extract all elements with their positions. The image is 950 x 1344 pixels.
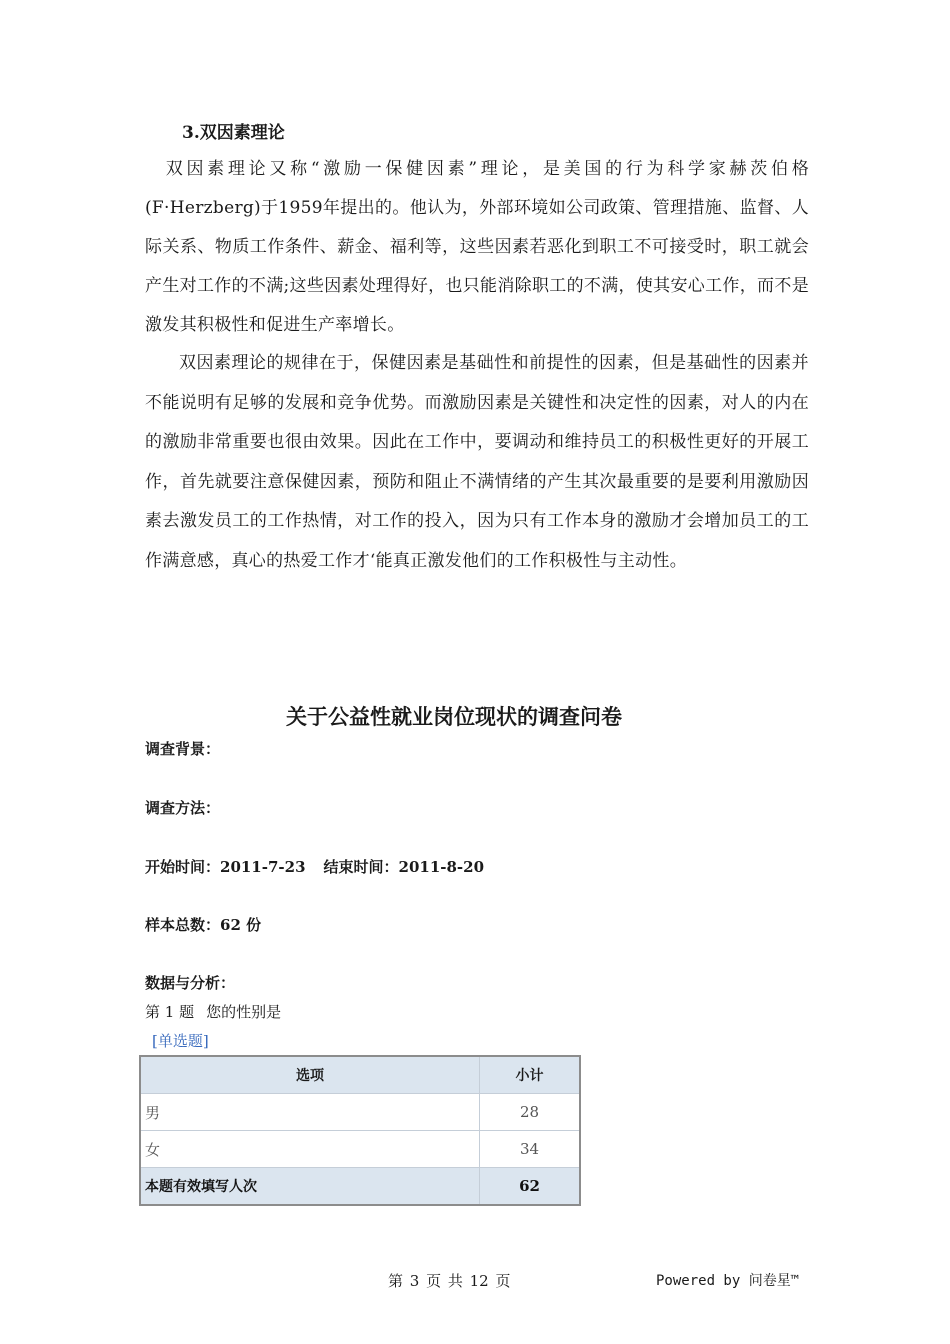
powered-by: Powered by 问卷星™ (656, 1273, 800, 1289)
table-total-row (140, 1168, 580, 1206)
section-heading: 3.双因素理论 (182, 123, 285, 143)
question-text: 您的性别是 (206, 1003, 282, 1021)
option-cell: 女 (140, 1131, 480, 1168)
total-label: 本题有效填写人次 (140, 1168, 480, 1206)
paragraph-2 (145, 344, 809, 581)
survey-background-label: 调查背景： (145, 740, 221, 758)
question-title (145, 1001, 281, 1022)
result-table (139, 1055, 581, 1206)
question-number: 第 1 题 (145, 1003, 195, 1021)
survey-method-label: 调查方法： (145, 799, 221, 817)
question-type: [单选题] (152, 1032, 209, 1050)
end-time: 结束时间：2011-8-20 (323, 858, 485, 876)
table-header-row (140, 1056, 580, 1094)
header-option: 选项 (140, 1056, 480, 1094)
survey-title-text: 关于公益性就业岗位现状的调查问卷 (286, 705, 622, 729)
table-row (140, 1094, 580, 1131)
total-value: 62 (480, 1168, 581, 1206)
page-number: 第 3 页 共 12 页 (388, 1272, 511, 1290)
paragraph-1: 双因素理论又称“激励一保健因素”理论，是美国的行为科学家赫茨伯格(F·Herzberg)于1959年提出的。他认为，外部环境如公司政策、管理措施、监督、人际关系、物质工作条件、薪金、福利等，这些因素若恶化到职工不可接受时，职工就会产生对工作的不满;这些因素处理得好，也只能消除职工的不满，使其安心工作，而不是激发其积极性和促进生产率增长。 (145, 159, 809, 335)
count-cell: 34 (480, 1131, 581, 1168)
count-cell: 28 (480, 1094, 581, 1131)
survey-time-range (145, 856, 484, 877)
header-count: 小计 (480, 1056, 581, 1094)
sample-total: 样本总数：62 份 (145, 916, 262, 934)
start-time: 开始时间：2011-7-23 (145, 858, 306, 876)
paragraph-2-text: 双因素理论的规律在于，保健因素是基础性和前提性的因素，但是基础性的因素并不能说明有足够的发展和竞争优势。而激励因素是关键性和决定性的因素，对人的内在的激励非常重要也很由效果。因此在工作中，要调动和维持员工的积极性更好的开展工作，首先就要注意保健因素，预防和阻止不满情绪的产生其次最重要的是要利用激励因素去激发员工的工作热情，对工作的投入，因为只有工作本身的激励才会增加员工的工作满意感，真心的热爱工作才‘能真正激发他们的工作积极性与主动性。 (145, 353, 809, 571)
table-row (140, 1131, 580, 1168)
survey-title (0, 701, 950, 731)
option-cell: 男 (140, 1094, 480, 1131)
analysis-label: 数据与分析： (145, 974, 236, 992)
